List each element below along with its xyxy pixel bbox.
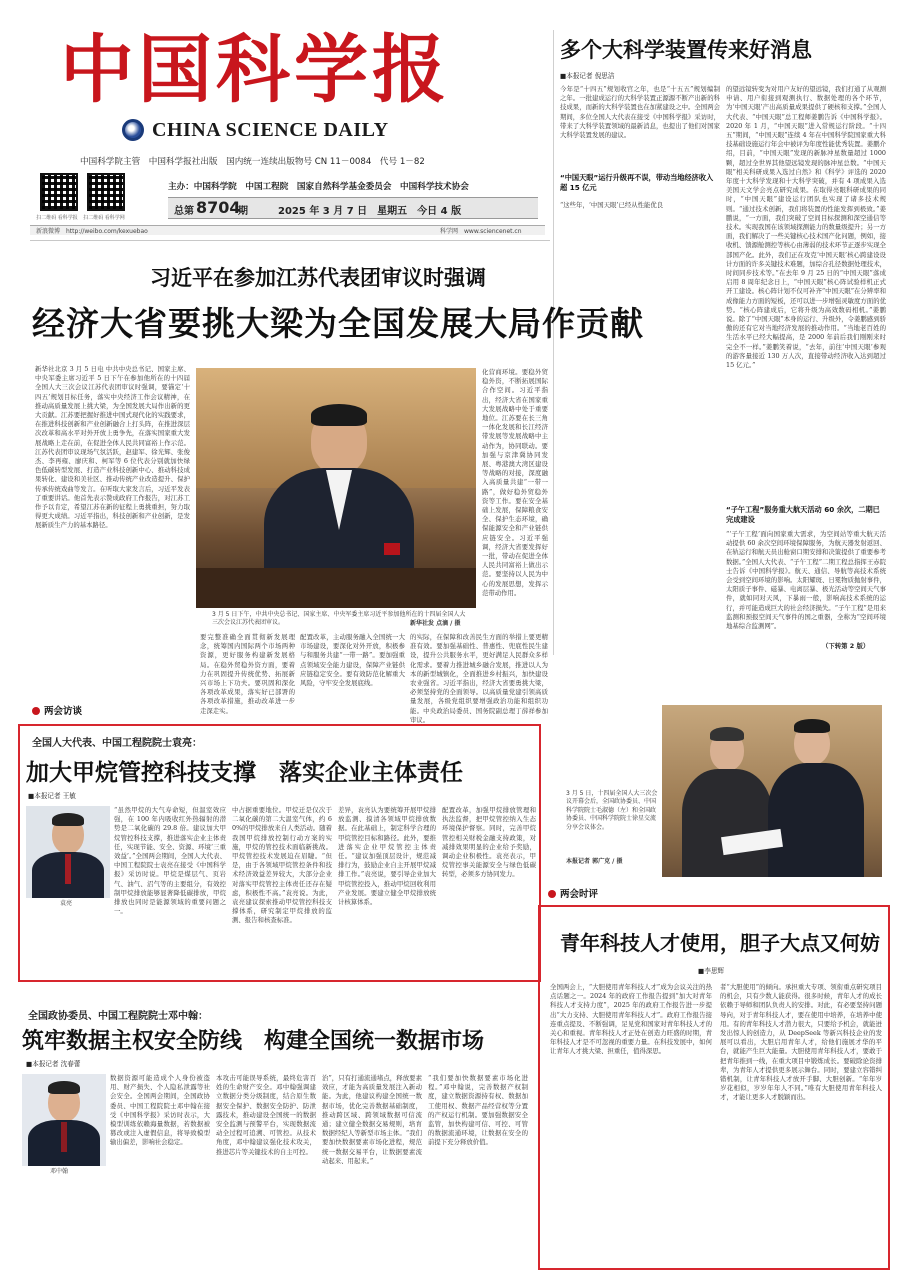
- story2-portrait: [22, 1074, 106, 1166]
- qr-code-right: [87, 173, 125, 211]
- top-right-headline: 多个大科学装置传来好消息: [560, 38, 812, 62]
- lead-col4: 配置改革，主动服务融入全国统一大市场建设，要深化对外开放，积极参与和服务共建“一带一路”。要加强重点领域安全能力建设，保障产业链供应链稳定安全。要有效防范化解重大风险，守牢安全发展底线。: [300, 633, 405, 688]
- story1-kicker: 全国人大代表、中国工程院院士袁亮：: [32, 738, 202, 749]
- section-tag-interview: [32, 703, 82, 717]
- masthead-title: 中国科学报: [60, 27, 450, 113]
- story2-person-name: 邓中翰: [50, 1168, 69, 1175]
- masthead-english: CHINA SCIENCE DAILY: [152, 119, 389, 141]
- issue-label: 总第: [174, 206, 194, 217]
- qr-code-icon: [40, 173, 78, 211]
- photo2-caption: 3 月 5 日，十四届全国人大三次会议开幕会后，全国政协委员、中国科学院院士毛淑德（左）和全国政协委员、中国科学院院士徐星交流分享会议体会。: [566, 790, 658, 831]
- section-dot-icon: [32, 707, 40, 715]
- qr-code-left: [40, 173, 78, 211]
- section-tag-commentary: [548, 886, 598, 900]
- globe-logo-icon: [122, 119, 144, 141]
- story2-headline: 筑牢数据主权安全防线 构建全国统一数据市场: [22, 1029, 485, 1054]
- top-right-byline: ■本报记者 倪思洁: [560, 72, 615, 80]
- story2-col1: 数据资源可能造成个人身份被盗用、财产损失、个人隐私泄露等社会安全。全国两会期间，全国政协委员、中国工程院院士邓中翰在接受《中国科学报》采访时表示，大模型训练依赖海量数据，若数据被篡改或注入虚假信息，将导致模型输出偏差，影响社会稳定。: [110, 1074, 210, 1147]
- top-right-col1: 今年是“十四五”规划收官之年，也是“十五五”规划编制之年。一批建成运行的大科学装置正源源不断产出新的科技成果，而新的大科学装置也在加紧建设之中。全国两会期间，多位全国人大代表在接受《中国科学报》采访时，带来了大科学装置领域的最新消息，也提出了他们对国家大科学装置发展的建议。: [560, 85, 720, 140]
- lead-col1: 新华社北京 3 月 5 日电 中共中央总书记、国家主席、中央军委主席习近平 5 日下午在参加他所在的十四届全国人大三次会议江苏代表团审议时强调，要锚定‘十四五’规划目标任务，落实中央经济工作会议精神，在推动高质量发展上挑大梁，为全国发展大局作出新的更大贡献。江苏要把握好推进中国式现代化的实践要求，在推进科技创新和产业创新融合上打头阵，在推进深层次改革和高水平对外开放上勇争先，在落实国家重大发展战略上走在前，在促进全体人民共同富裕上作示范。江苏代表团审议现场气氛活跃，赵建军、徐光辉、张俊杰、李再雍、廖庆和、柯军等 6 位代表分别就加快绿色低碳转型发展、打造产业科技创新中心、推动科技成果转化、建设和美社区、推动传统产业改造提升、保护传承传统戏曲等发言。在听取大家发言后，习近平发表了重要讲话。他首先表示赞成政府工作报告，对江苏工作予以肯定，希望江苏在新的征程上勇挑重担，努力取得更大成绩。习近平指出，科技创新和产业创新，是发展新质生产力的基本路径。: [35, 365, 190, 530]
- photo2-credit: 本报记者 郭广克 / 摄: [566, 858, 623, 865]
- story1-portrait: [26, 806, 110, 898]
- section-tag-label: 两会访谈: [44, 706, 83, 717]
- qr-code-icon: [87, 173, 125, 211]
- story1-col3: 差异，袁亮认为要统筹开展甲烷排放监测、摸清各领域甲烷排放数据。在此基础上，制定科学合理的甲烷管控目标和路径。此外，要推进落实企业甲烷管控主体责任。“建议加强顶层设计，规范减排行为，鼓励企业自主开展甲烷减排工作。”袁亮说，要引导企业加大甲烷管控投入，推动甲烷回收利用产业发展。要建立健全甲烷排放统计核算体系。: [338, 806, 436, 907]
- organizers-line: 主办：中国科学院 中国工程院 国家自然科学基金委员会 中国科学技术协会: [168, 182, 469, 192]
- story1-col2: 中占据重要地位。甲烷迁是仅次于二氧化碳的第二大温室气体，约 60%的甲烷排放来自人类活动。随着我国甲烷排放控制行动方案的实施，甲烷的管控技术面临新挑战。甲烷管控技术发展迫在眉睫。“但是，由于各领域甲烷管控条件和技术经济效益差异较大，大部分企业对落实甲烷管控主体责任还存在疑虑，积极性不高。”袁亮说。为此，袁亮建议探索推动甲烷管控科技支撑体系，研究制定甲烷排放的监测、报告和核查标准。: [232, 806, 332, 925]
- qr-caption-left: 扫二维码 看科学报: [36, 215, 78, 221]
- commentary-headline: 青年科技人才使用，胆子大点又何妨: [560, 931, 880, 955]
- person-right-hair: [794, 719, 830, 733]
- story1-headline: 加大甲烷管控科技支撑 落实企业主体责任: [26, 760, 463, 786]
- top-right-subhead1: “中国天眼”运行升级再不误，带动当地经济收入超 15 亿元: [560, 173, 714, 192]
- person-left-hair: [710, 727, 744, 741]
- commentary-byline: ■李思辉: [698, 967, 725, 975]
- story2-col3: 治”，只有打通流通堵点，释放要素效应，才能为高质量发展注入新动能。为此，他建议构建全国统一数据市场，优化完善数据基础制度，推动跨区域、跨领域数据可信流通；建立健全数据交易规则，培育数据经纪人等新型市场主体。“我们要加快数据要素市场化进程，规范统一数据交易平台，让数据要素流动起来、用起来。”: [322, 1074, 422, 1165]
- lead-headline: 经济大省要挑大梁为全国发展大局作贡献: [32, 304, 644, 343]
- desk: [196, 568, 476, 608]
- issue-suffix: 期: [238, 206, 248, 217]
- commentary-col1: 全国两会上，“大胆使用青年科技人才”成为会议关注的热点话题之一。2024 年的政府工作报告提到“加大对青年科技人才支持力度”，2025 年的政府工作报告进一步提出“大力支持、大胆使用青年科技人才”。政府工作报告接连重点提及、不断强调，足见党和国家对青年科技人才的关心和重视。青年科技人才正处在创造力旺盛的时期，青年科技人才是不可忽视的重要力量。在科技发展中，如何让青年人才挑大梁、担重任，值得深思。: [550, 983, 712, 1056]
- top-right-col1b: “这些年，‘中国天眼’已经从性能优良: [560, 201, 664, 209]
- section-dot-icon: [548, 890, 556, 898]
- delegate-badge-icon: [384, 543, 400, 555]
- jump-line: （下转第 2 版）: [822, 642, 870, 650]
- person-right-suit: [768, 763, 864, 877]
- portrait-hair: [52, 813, 84, 826]
- top-right-subhead2: “子午工程”服务重大航天活动 60 余次，二期已完成建设: [726, 505, 880, 524]
- lead-photo-credit: 新华社发 点滴 / 摄: [410, 620, 461, 627]
- top-right-col2: 的望远镜转变为对用户友好的望远镜，我们打通了从观测申请、用户衔接到观测执行、数据处理的各个环节，为‘中国天眼’产出高质量成果提供了硬核和支撑。”全国人大代表、“中国天眼”总工程师姜鹏告诉《中国科学报》。2020 年 1 月，“中国天眼”进入常规运行阶段。“十四五”期间，“中国天眼”连续 4 年在中国科学院国家重大科技基础设施运行年会中被评为年度性能优秀装置。姜鹏介绍，目前，“中国天眼”发现的新脉冲星数量超过 1000 颗，超过全世界其他望远镜发现的脉冲星总数。“中国天眼”相关科研成果入选过自然》和《科学》评选的 2020 年度十大科学发现和十大科学突破，并有 4 项成果入选美国天文学会亮点研究成果。在取得亮眼科研成果的同时，“中国天眼”建设运行团队也实现了诸多技术规则。“通过技术创新，我们将装置的性能发挥到极致。”姜鹏说，“一方面，我们突破了空间目标探测和深空通信等技术。实现我国在该领域探测能力的数量级提升；另一方面，我们解决了一些关键核心技术国产化问题，例如，接收机、馈源舱测控等核心由薄弱的技术环节正逐步实现全部国产化。此外，我们正在攻克‘中国天眼’核心跨建设设计方面的许多关键技术难题，加综合孔径数据处理技术，时间同步技术等。”在去年 9 月 25 日的“中国天眼”落成启用 8 周年纪念日上，“中国天眼”核心阵试验样机正式开工建设。核心阵计划不仅可补齐“中国天眼”在分辨率和成像能力方面的短板，还可以进一步增强灵敏度方面的优势。“核心阵建成后，它将升级为高效数码相机。”姜鹏说。除了“中国天眼”本身的运行、升级外，令姜鹏感到骄傲的还有它对当地经济发展的推动作用。“当地老百姓的生活水平已经大幅提高，是 2000 年前后我们刚刚来时完全不一样。”姜鹏笑着说，“去年，前往‘中国天眼’参观的游客量接近 130 万人次，直接带动经济收入达到超过 15 亿元。”: [726, 85, 886, 370]
- lead-col3: 要完整准确全面贯彻新发展理念，统筹国内国际两个市场两种资源，更好服务构建新发展格局。在稳外贸稳外资方面，要着力在巩固提升传统优势、拓展新兴市场上下功夫。要巩固和深化各项改革成果，落实好已部署的各项改革措施，推动改革进一步走深走实。: [200, 633, 295, 715]
- commentary-box: [538, 905, 890, 1270]
- story1-col1: “虽然甲烷的大气寿命短，但温室效应强，在 100 年内吸收红外热辐射的潜势是二氧化碳的 29.8 倍。建议加大甲烷管控科技支撑，推进落实企业主体责任，实现节能、安全、资源、环境‘三重效益’。”全国两会期间，全国人大代表、中国工程院院士袁亮在接受《中国科学报》采访时说。甲烷是煤层气、页岩气、油气、沼气等的主要组分，有效控制甲烷排放能够显著降低碳排放，甲烷排放也同时是能源领域的重要问题之一。: [114, 806, 226, 916]
- sponsor-line: 中国科学院主管 中国科学报社出版 国内统一连续出版物号 CN 11－0084 代号 1－82: [80, 157, 425, 167]
- issue-date: 2025 年 3 月 7 日 星期五 今日 4 版: [278, 206, 462, 217]
- portrait-tie: [65, 854, 71, 884]
- portrait-hair: [311, 404, 367, 426]
- masthead-bottom-bar: [30, 225, 545, 235]
- lead-col6: 的实际，在保障和改善民生方面的举措上要更精准有效。要加强基础性、普惠性、兜底性民生建设，提升公共服务水平，更好满足人民群众多样化需求。要着力推进城乡融合发展，推进以人为本的新型城镇化，全面推进乡村振兴，加快建设农业强省。习近平指出，经济大省要勇挑大梁，必须坚持党的全面领导。以高质量党建引领高质量发展，各级党组织要增强政治功能和组织功能。中央政治局委员、国务院副总理丁薛祥参加审议。: [410, 633, 548, 724]
- person-left-suit: [682, 769, 772, 877]
- divider: [30, 240, 550, 241]
- story2-kicker: 全国政协委员、中国工程院院士邓中翰：: [28, 1011, 208, 1022]
- story1-byline: ■本报记者 王敏: [28, 792, 76, 800]
- story1-person-name: 袁亮: [60, 900, 73, 907]
- lead-col5: 化营商环境。要稳外贸稳外资，不断拓展国际合作空间。习近平指出，经济大省在国家重大发展战略中处于重要地位。江苏要在长三角一体化发展和长江经济带发展等发展战略中主动作为，协同联动。要加强与京津冀协同发展、粤港澳大湾区建设等战略的对接，深度融入高质量共建“一带一路”，做好稳外贸稳外资等工作。要在安全基础上发展，保障粮食安全、保护生态环境，确保能源安全和产业链供应链安全。习近平强调，经济大省要发挥好一批，带动在促进全体人民共同富裕上做出示范。要坚持以人民为中心的发展思想，发挥示范带动作用。: [482, 368, 548, 597]
- portrait-hair: [48, 1081, 80, 1094]
- story2-byline: ■本报记者 沈春蕾: [26, 1060, 81, 1068]
- lead-photo: [196, 368, 476, 608]
- interview-box-1: [18, 724, 541, 982]
- website-link[interactable]: 科学网 www.sciencenet.cn: [440, 228, 522, 235]
- issue-number: 8704: [196, 198, 241, 217]
- section-tag-label: 两会时评: [560, 889, 599, 900]
- issue-bar: [168, 197, 538, 219]
- story2-col2: 本攻击可能误导系统，最终危害百姓的生命财产安全。邓中翰强调建立数据分类分级制度，结合原生数据安全保护、数据安全防护、防泄露技术，推动建设全国统一的数据安全监测与预警平台，实现数据流动全过程可追溯、可管控。从技术角度，邓中翰建议强化技术攻关，推进芯片等关键技术的自主可控。: [216, 1074, 316, 1156]
- weibo-link[interactable]: 新浪微博 http://weibo.com/kexuebao: [36, 228, 148, 235]
- commentary-col2: 者“大胆使用”的倾向。承担重大专项、领衔重点研究项目的机会，只有少数人能获得。很多时候，青年人才的成长依赖于导师和团队负责人的安排。对此，有必要坚持问题导向，对于青年科技人才，要在使用中培养，在培养中使用。有的青年科技人才潜力很大，只要给予机会，就能迸发出惊人的创造力，从 DeepSeek 等新兴科技企业的发展可以看出，大胆启用青年人才，给他们施展才华的平台，就能产生巨大能量。大胆使用青年科技人才，要敢于把青年推到一线，在重大项目中锻炼成长。要破除论资排辈，为青年人才提供更多展示舞台。同时，要建立容错纠错机制，让青年科技人才放开手脚、大胆创新。“年年岁岁花相似，岁岁年年人不同。”唯有大胆使用青年科技人才，才能让更多人才脱颖而出。: [720, 983, 882, 1102]
- lead-kicker: 习近平在参加江苏代表团审议时强调: [150, 266, 486, 290]
- story1-col4: 配置改革，加强甲烷排放管理和执法监督，把甲烷管控纳入生态环境保护督察。同时，完善甲烷管控相关财税金融支持政策，对减排效果明显的企业给予奖励，调动企业积极性。袁亮表示，甲烷管控事关能源安全与绿色低碳转型，必须多方协同发力。: [442, 806, 536, 879]
- story2-col4: “我们要加快数据要素市场化进程。”邓中翰说，完善数据产权制度，建立数据资源持有权、数据加工使用权、数据产品经营权等分置的产权运行机制。要加强数据安全监管，加快构建可信、可控、可管的数据流通环境，让数据在安全的前提下充分释放价值。: [428, 1074, 528, 1147]
- photo2: [662, 705, 882, 877]
- portrait-tie: [61, 1122, 67, 1152]
- qr-caption-right: 扫二维码 看科学网: [83, 215, 125, 221]
- top-right-col2b: “‘子午工程’面向国家重大需求，为空间站等重大航天活动提供 60 余次空间环境保障服务，为航天器发射返回、在轨运行和航天员出舱窗口期安排和决策提供了重要参考数据。”全国人大代表、“子午工程”二期工程总指挥王赤院士告诉《中国科学报》。航天、通信、导航等高技术系统会受到空间环境的影响。太阳耀斑、日冕物质抛射事件，太阳质子事件、磁暴、电离层暴、极光活动等空间天气事件，就如同对天风，下暴雨一般，影响高技术系统的运行，并可能造成巨大的社会经济损失。“子午工程”是用来监测和预报空间天气事件的国之重器，全称为“空间环境地基综合监测网”。: [726, 530, 886, 631]
- lead-photo-caption: 3 月 5 日下午，中共中央总书记、国家主席、中央军委主席习近平参加他所在的十四届全国人大三次会议江苏代表团审议。: [212, 611, 466, 627]
